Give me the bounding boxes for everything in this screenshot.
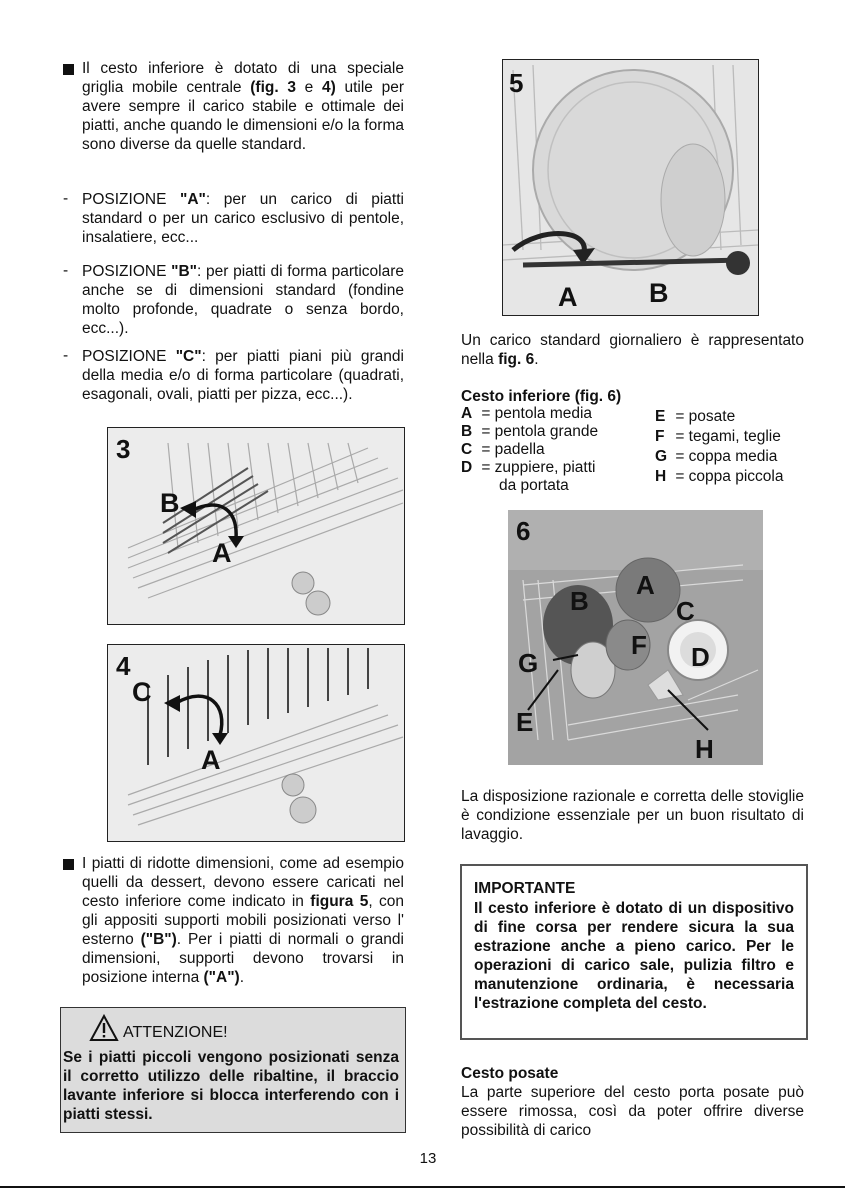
- cutlery-paragraph: La parte superiore del cesto porta posate può essere rimossa, così da poter offrire diverse possibilità di carico: [461, 1084, 804, 1139]
- legend-item-d-cont: da portata: [499, 477, 569, 494]
- figure-5-label-a: A: [558, 282, 578, 312]
- figure-6-label-g: G: [518, 648, 539, 678]
- position-c-paragraph: POSIZIONE "C": per piatti piani più grandi della media e/o di forma particolare (quadrati, esagonali, ovali, piatti per pizza, ecc...).: [82, 348, 404, 403]
- figure-6-number: 6: [516, 516, 531, 546]
- important-text: Il cesto inferiore è dotato di un dispositivo di fine corsa per rendere sicura la sua estrazione anche a pieno carico. Per le operazioni di carico sale, pulizia filtro e manutenzione ordinaria, è necessaria l'estrazione completa del cesto.: [474, 900, 794, 1012]
- figure-3-rack-illustration: [108, 428, 404, 624]
- figure-4: [107, 644, 405, 842]
- legend-item-h: H = coppa piccola: [655, 468, 784, 485]
- figure-3: [107, 427, 405, 625]
- figure-3-number: 3: [116, 434, 131, 464]
- warning-box: [60, 1007, 406, 1133]
- warning-title: ATTENZIONE!: [123, 1024, 228, 1041]
- bullet-marker: [63, 859, 74, 870]
- disposition-paragraph: La disposizione razionale e corretta delle stoviglie è condizione essenziale per un buon risultato di lavaggio.: [461, 788, 804, 843]
- bottom-rule: [0, 1186, 845, 1188]
- legend-item-d: D = zuppiere, piatti: [461, 459, 596, 476]
- figure-6-label-b: B: [570, 586, 589, 616]
- legend-item-g: G = coppa media: [655, 448, 778, 465]
- figure-6-label-c: C: [676, 596, 695, 626]
- figure-5: [502, 59, 759, 316]
- bullet-marker: [63, 64, 74, 75]
- small-plates-paragraph: I piatti di ridotte dimensioni, come ad esempio quelli da dessert, devono essere caricati nel cesto inferiore come indicato in figura 5, con gli appositi supporti mobili posizionati verso l' esterno ("B"). Per i piatti di normali o grandi dimensioni, supporti devono trovarsi in posizione interna ("A").: [82, 855, 404, 986]
- page-number: 13: [419, 1150, 437, 1167]
- figure-6-label-h: H: [695, 734, 714, 764]
- important-box: [460, 864, 808, 1040]
- figure-6-label-e: E: [516, 707, 534, 737]
- legend-item-e: E = posate: [655, 408, 736, 425]
- figure-6-label-a: A: [636, 570, 655, 600]
- figure-3-label-a: A: [212, 538, 232, 568]
- legend-item-b: B = pentola grande: [461, 423, 599, 440]
- legend-item-f: F = tegami, teglie: [655, 428, 781, 445]
- legend-title: Cesto inferiore (fig. 6): [461, 388, 622, 405]
- dash-marker: -: [63, 347, 69, 364]
- basket-grid-paragraph: Il cesto inferiore è dotato di una speciale griglia mobile centrale (fig. 3 e 4) utile per avere sempre il carico stabile e ottimale dei piatti, anche quando le dimensioni e/o la forma sono diverse da quelle standard.: [82, 60, 405, 153]
- figure-4-rack-illustration: [108, 645, 404, 841]
- figure-4-label-a: A: [201, 745, 221, 775]
- figure-5-number: 5: [509, 68, 524, 98]
- dash-marker: -: [63, 190, 69, 207]
- figure-3-label-b: B: [160, 488, 180, 518]
- dash-marker: -: [63, 262, 69, 279]
- figure-6: [508, 510, 763, 765]
- standard-load-paragraph: Un carico standard giornaliero è rappresentato nella fig. 6.: [461, 332, 804, 368]
- legend-item-c: C = padella: [461, 441, 545, 458]
- warning-triangle-icon: [89, 1014, 119, 1042]
- cutlery-title: Cesto posate: [461, 1065, 559, 1082]
- warning-text: Se i piatti piccoli vengono posizionati senza il corretto utilizzo delle ribaltine, il braccio lavante inferiore si blocca interferendo con i piatti stessi.: [63, 1049, 399, 1123]
- figure-5-rack-illustration: [503, 60, 758, 315]
- important-title: IMPORTANTE: [474, 880, 576, 897]
- figure-6-label-d: D: [691, 642, 710, 672]
- figure-4-label-c: C: [132, 677, 152, 707]
- figure-4-number: 4: [116, 651, 131, 681]
- position-b-paragraph: POSIZIONE "B": per piatti di forma particolare anche se di dimensioni standard (fondine molto profonde, quadrate o senza bordo, ecc...).: [82, 263, 404, 337]
- legend-item-a: A = pentola media: [461, 405, 593, 422]
- figure-6-label-f: F: [631, 630, 647, 660]
- figure-5-label-b: B: [649, 278, 669, 308]
- position-a-paragraph: POSIZIONE "A": per un carico di piatti standard o per un carico esclusivo di pentole, insalatiere, ecc...: [82, 191, 404, 246]
